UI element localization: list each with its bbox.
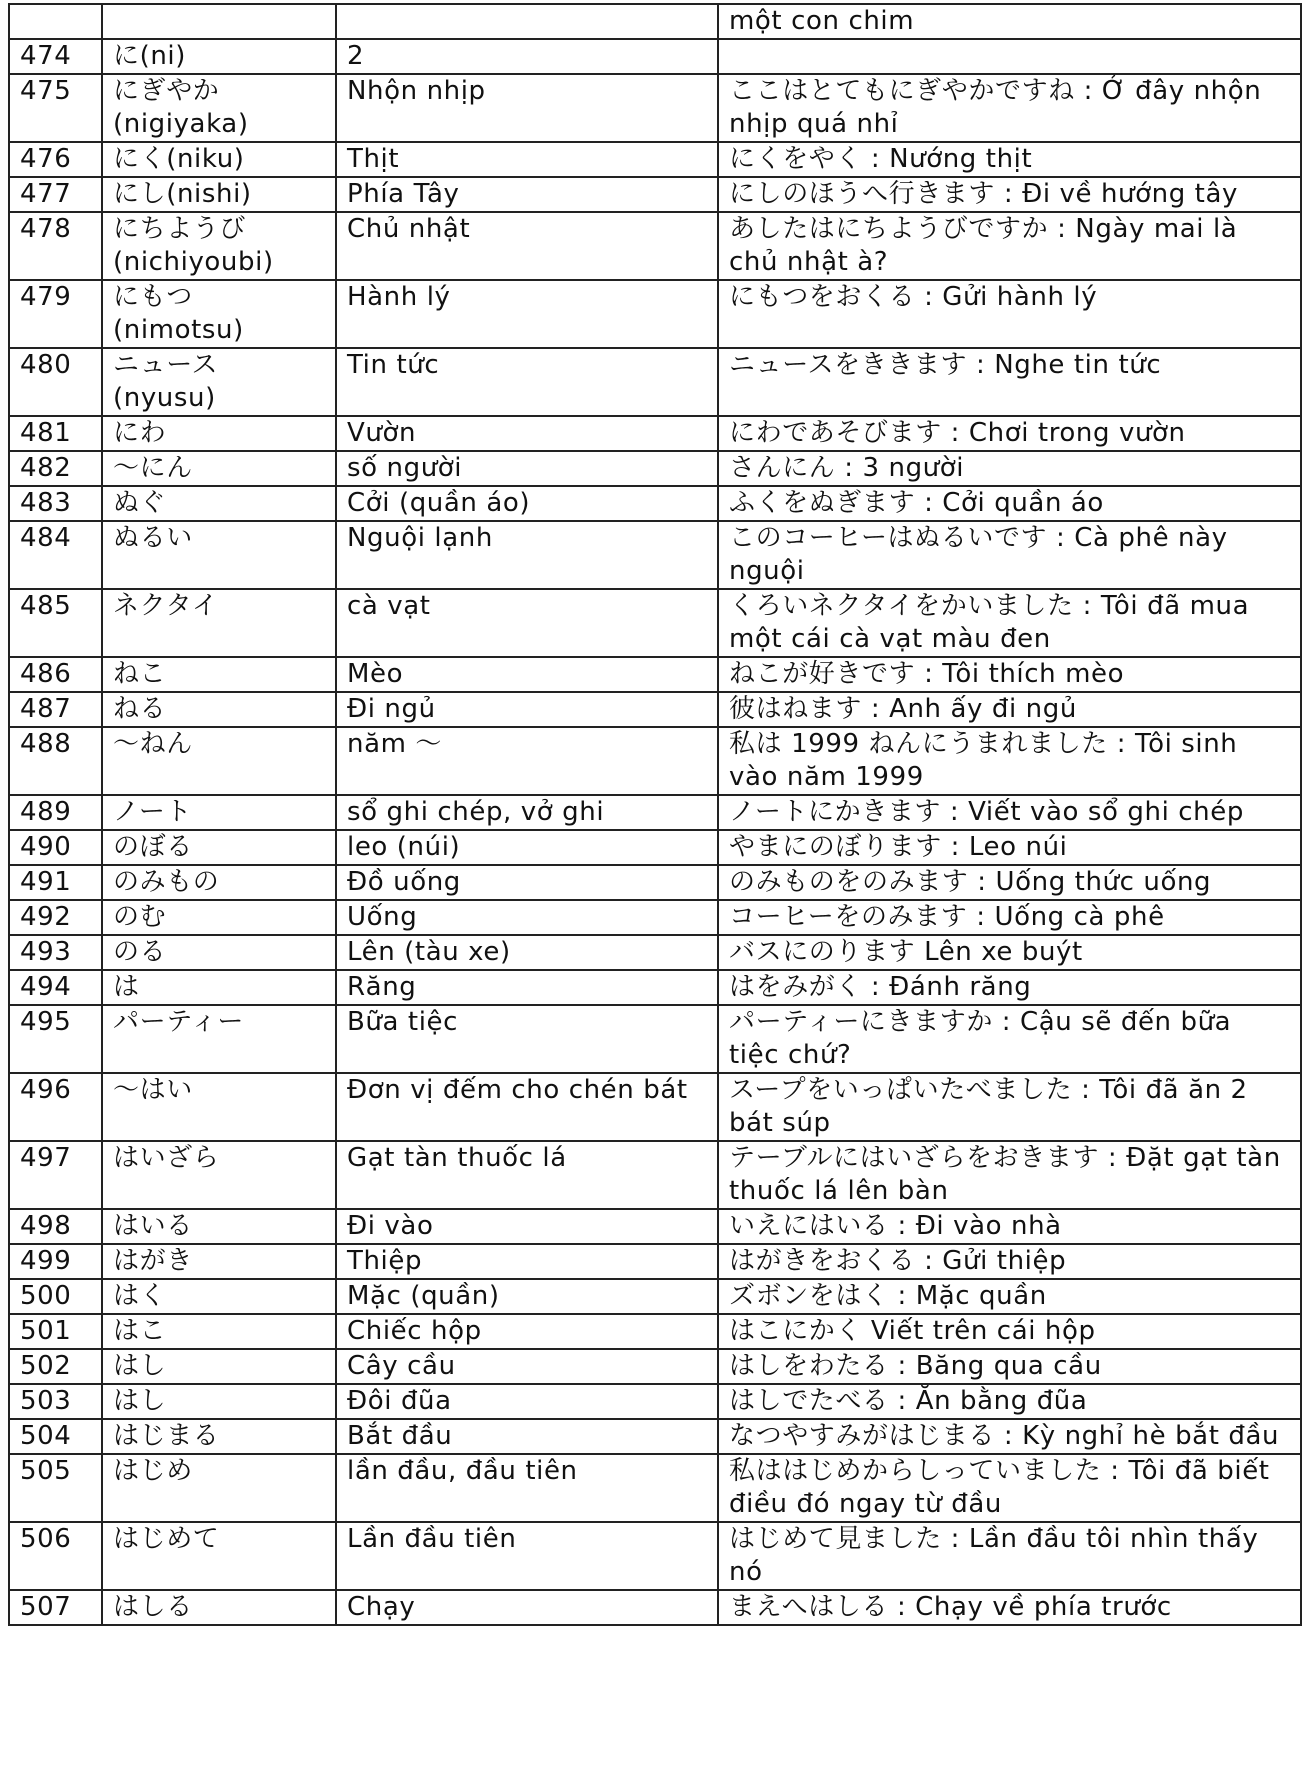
entry-word: ニュース (nyusu) [102, 348, 336, 416]
entry-number: 496 [9, 1073, 102, 1141]
entry-number: 498 [9, 1209, 102, 1244]
entry-example: ズボンをはく : Mặc quần [718, 1279, 1301, 1314]
entry-number: 499 [9, 1244, 102, 1279]
entry-word: ぬぐ [102, 486, 336, 521]
table-row [9, 657, 1301, 692]
entry-meaning: 2 [336, 39, 718, 74]
entry-number: 502 [9, 1349, 102, 1384]
entry-word: はじめて [102, 1522, 336, 1590]
entry-number: 491 [9, 865, 102, 900]
table-row [9, 451, 1301, 486]
entry-meaning: Lên (tàu xe) [336, 935, 718, 970]
entry-word: はしる [102, 1590, 336, 1625]
table-row [9, 1454, 1301, 1522]
entry-number: 500 [9, 1279, 102, 1314]
entry-word: のむ [102, 900, 336, 935]
table-row [9, 416, 1301, 451]
table-row [9, 1384, 1301, 1419]
entry-number: 487 [9, 692, 102, 727]
entry-number: 483 [9, 486, 102, 521]
table-row [9, 1314, 1301, 1349]
entry-word: にぎやか (nigiyaka) [102, 74, 336, 142]
entry-example: はこにかく Viết trên cái hộp [718, 1314, 1301, 1349]
entry-meaning: Răng [336, 970, 718, 1005]
table-row [9, 142, 1301, 177]
entry-meaning: Uống [336, 900, 718, 935]
entry-number: 477 [9, 177, 102, 212]
table-row [9, 212, 1301, 280]
entry-meaning: Đơn vị đếm cho chén bát [336, 1073, 718, 1141]
table-row [9, 830, 1301, 865]
entry-word: はじめ [102, 1454, 336, 1522]
entry-number: 507 [9, 1590, 102, 1625]
entry-meaning: Lần đầu tiên [336, 1522, 718, 1590]
entry-meaning: Bắt đầu [336, 1419, 718, 1454]
entry-word: パーティー [102, 1005, 336, 1073]
table-row [9, 589, 1301, 657]
entry-number: 481 [9, 416, 102, 451]
table-row [9, 727, 1301, 795]
entry-example: くろいネクタイをかいました : Tôi đã mua một cái cà vạt màu đen [718, 589, 1301, 657]
table-row [9, 486, 1301, 521]
entry-word: はし [102, 1349, 336, 1384]
entry-word: はこ [102, 1314, 336, 1349]
entry-example: 私ははじめからしっていました : Tôi đã biết điều đó ngay từ đầu [718, 1454, 1301, 1522]
table-row [9, 521, 1301, 589]
entry-word: にし(nishi) [102, 177, 336, 212]
entry-meaning: lần đầu, đầu tiên [336, 1454, 718, 1522]
vocabulary-table-body [9, 4, 1301, 1625]
entry-number: 482 [9, 451, 102, 486]
table-row [9, 1005, 1301, 1073]
entry-meaning: Thịt [336, 142, 718, 177]
entry-meaning: Nhộn nhịp [336, 74, 718, 142]
entry-number: 494 [9, 970, 102, 1005]
entry-meaning: Phía Tây [336, 177, 718, 212]
entry-example: ねこが好きです : Tôi thích mèo [718, 657, 1301, 692]
table-row [9, 1590, 1301, 1625]
entry-example: 私は 1999 ねんにうまれました : Tôi sinh vào năm 1999 [718, 727, 1301, 795]
table-row [9, 692, 1301, 727]
entry-word: のみもの [102, 865, 336, 900]
entry-example: バスにのります Lên xe buýt [718, 935, 1301, 970]
entry-example [718, 39, 1301, 74]
entry-meaning: Thiệp [336, 1244, 718, 1279]
table-row [9, 177, 1301, 212]
table-row [9, 1349, 1301, 1384]
entry-meaning: Tin tức [336, 348, 718, 416]
entry-example: テーブルにはいざらをおきます : Đặt gạt tàn thuốc lá lên bàn [718, 1141, 1301, 1209]
entry-example: ニュースをききます : Nghe tin tức [718, 348, 1301, 416]
table-row [9, 280, 1301, 348]
entry-word: はいる [102, 1209, 336, 1244]
entry-word: ～ねん [102, 727, 336, 795]
table-row [9, 1419, 1301, 1454]
entry-number: 480 [9, 348, 102, 416]
vocabulary-table [8, 3, 1302, 1626]
entry-meaning: sổ ghi chép, vở ghi [336, 795, 718, 830]
entry-word: は [102, 970, 336, 1005]
entry-word: にもつ (nimotsu) [102, 280, 336, 348]
entry-number: 474 [9, 39, 102, 74]
entry-example: một con chim [718, 4, 1301, 39]
table-row [9, 900, 1301, 935]
entry-example: にわであそびます : Chơi trong vườn [718, 416, 1301, 451]
entry-number: 484 [9, 521, 102, 589]
entry-meaning: Mèo [336, 657, 718, 692]
entry-example: このコーヒーはぬるいです : Cà phê này nguội [718, 521, 1301, 589]
entry-word: ～にん [102, 451, 336, 486]
entry-number: 485 [9, 589, 102, 657]
entry-word: はいざら [102, 1141, 336, 1209]
entry-example: スープをいっぱいたべました : Tôi đã ăn 2 bát súp [718, 1073, 1301, 1141]
entry-number: 506 [9, 1522, 102, 1590]
entry-example: にもつをおくる : Gửi hành lý [718, 280, 1301, 348]
entry-meaning: năm ～ [336, 727, 718, 795]
entry-example: にしのほうへ行きます : Đi về hướng tây [718, 177, 1301, 212]
entry-word: ねこ [102, 657, 336, 692]
entry-example: はがきをおくる : Gửi thiệp [718, 1244, 1301, 1279]
entry-word: にちようび (nichiyoubi) [102, 212, 336, 280]
table-row [9, 795, 1301, 830]
entry-example: パーティーにきますか : Cậu sẽ đến bữa tiệc chứ? [718, 1005, 1301, 1073]
entry-meaning: Mặc (quần) [336, 1279, 718, 1314]
entry-number: 476 [9, 142, 102, 177]
entry-meaning: Chiếc hộp [336, 1314, 718, 1349]
entry-example: ここはとてもにぎやかですね : Ở đây nhộn nhịp quá nhỉ [718, 74, 1301, 142]
entry-meaning: Nguội lạnh [336, 521, 718, 589]
entry-number: 478 [9, 212, 102, 280]
entry-number: 479 [9, 280, 102, 348]
table-row [9, 935, 1301, 970]
table-row [9, 1244, 1301, 1279]
entry-number: 497 [9, 1141, 102, 1209]
entry-word: に(ni) [102, 39, 336, 74]
entry-number: 504 [9, 1419, 102, 1454]
entry-example: ノートにかきます : Viết vào sổ ghi chép [718, 795, 1301, 830]
entry-word: ネクタイ [102, 589, 336, 657]
entry-word: ぬるい [102, 521, 336, 589]
entry-word: ノート [102, 795, 336, 830]
entry-number: 505 [9, 1454, 102, 1522]
entry-meaning: leo (núi) [336, 830, 718, 865]
entry-word: のぼる [102, 830, 336, 865]
entry-meaning: Cởi (quần áo) [336, 486, 718, 521]
entry-number: 492 [9, 900, 102, 935]
entry-example: あしたはにちようびですか : Ngày mai là chủ nhật à? [718, 212, 1301, 280]
entry-example: やまにのぼります : Leo núi [718, 830, 1301, 865]
table-row [9, 1209, 1301, 1244]
entry-meaning: Chạy [336, 1590, 718, 1625]
entry-word: ～はい [102, 1073, 336, 1141]
entry-word: はじまる [102, 1419, 336, 1454]
entry-meaning: Chủ nhật [336, 212, 718, 280]
table-row [9, 1073, 1301, 1141]
entry-word: はし [102, 1384, 336, 1419]
entry-number: 501 [9, 1314, 102, 1349]
entry-word [102, 4, 336, 39]
entry-example: はしでたべる : Ăn bằng đũa [718, 1384, 1301, 1419]
entry-example: さんにん : 3 người [718, 451, 1301, 486]
entry-meaning: Hành lý [336, 280, 718, 348]
entry-number: 489 [9, 795, 102, 830]
table-row [9, 4, 1301, 39]
entry-meaning: Gạt tàn thuốc lá [336, 1141, 718, 1209]
entry-number: 488 [9, 727, 102, 795]
entry-word: にわ [102, 416, 336, 451]
entry-example: にくをやく : Nướng thịt [718, 142, 1301, 177]
entry-word: にく(niku) [102, 142, 336, 177]
entry-meaning: Đồ uống [336, 865, 718, 900]
table-row [9, 1141, 1301, 1209]
entry-meaning: Cây cầu [336, 1349, 718, 1384]
entry-example: はしをわたる : Băng qua cầu [718, 1349, 1301, 1384]
entry-word: ねる [102, 692, 336, 727]
table-row [9, 348, 1301, 416]
entry-meaning: số người [336, 451, 718, 486]
entry-word: のる [102, 935, 336, 970]
entry-meaning: cà vạt [336, 589, 718, 657]
entry-example: まえへはしる : Chạy về phía trước [718, 1590, 1301, 1625]
table-row [9, 1279, 1301, 1314]
entry-number: 495 [9, 1005, 102, 1073]
table-row [9, 970, 1301, 1005]
table-row [9, 1522, 1301, 1590]
entry-number: 490 [9, 830, 102, 865]
entry-meaning: Vườn [336, 416, 718, 451]
entry-meaning: Bữa tiệc [336, 1005, 718, 1073]
entry-number: 475 [9, 74, 102, 142]
table-row [9, 865, 1301, 900]
entry-example: なつやすみがはじまる : Kỳ nghỉ hè bắt đầu [718, 1419, 1301, 1454]
table-row [9, 39, 1301, 74]
entry-number: 493 [9, 935, 102, 970]
entry-word: はがき [102, 1244, 336, 1279]
entry-meaning [336, 4, 718, 39]
entry-word: はく [102, 1279, 336, 1314]
entry-example: はじめて見ました : Lần đầu tôi nhìn thấy nó [718, 1522, 1301, 1590]
entry-meaning: Đi ngủ [336, 692, 718, 727]
entry-example: コーヒーをのみます : Uống cà phê [718, 900, 1301, 935]
entry-example: ふくをぬぎます : Cởi quần áo [718, 486, 1301, 521]
entry-meaning: Đi vào [336, 1209, 718, 1244]
entry-number: 486 [9, 657, 102, 692]
entry-example: のみものをのみます : Uống thức uống [718, 865, 1301, 900]
entry-example: はをみがく : Đánh răng [718, 970, 1301, 1005]
entry-example: いえにはいる : Đi vào nhà [718, 1209, 1301, 1244]
entry-number [9, 4, 102, 39]
entry-meaning: Đôi đũa [336, 1384, 718, 1419]
entry-number: 503 [9, 1384, 102, 1419]
entry-example: 彼はねます : Anh ấy đi ngủ [718, 692, 1301, 727]
table-row [9, 74, 1301, 142]
